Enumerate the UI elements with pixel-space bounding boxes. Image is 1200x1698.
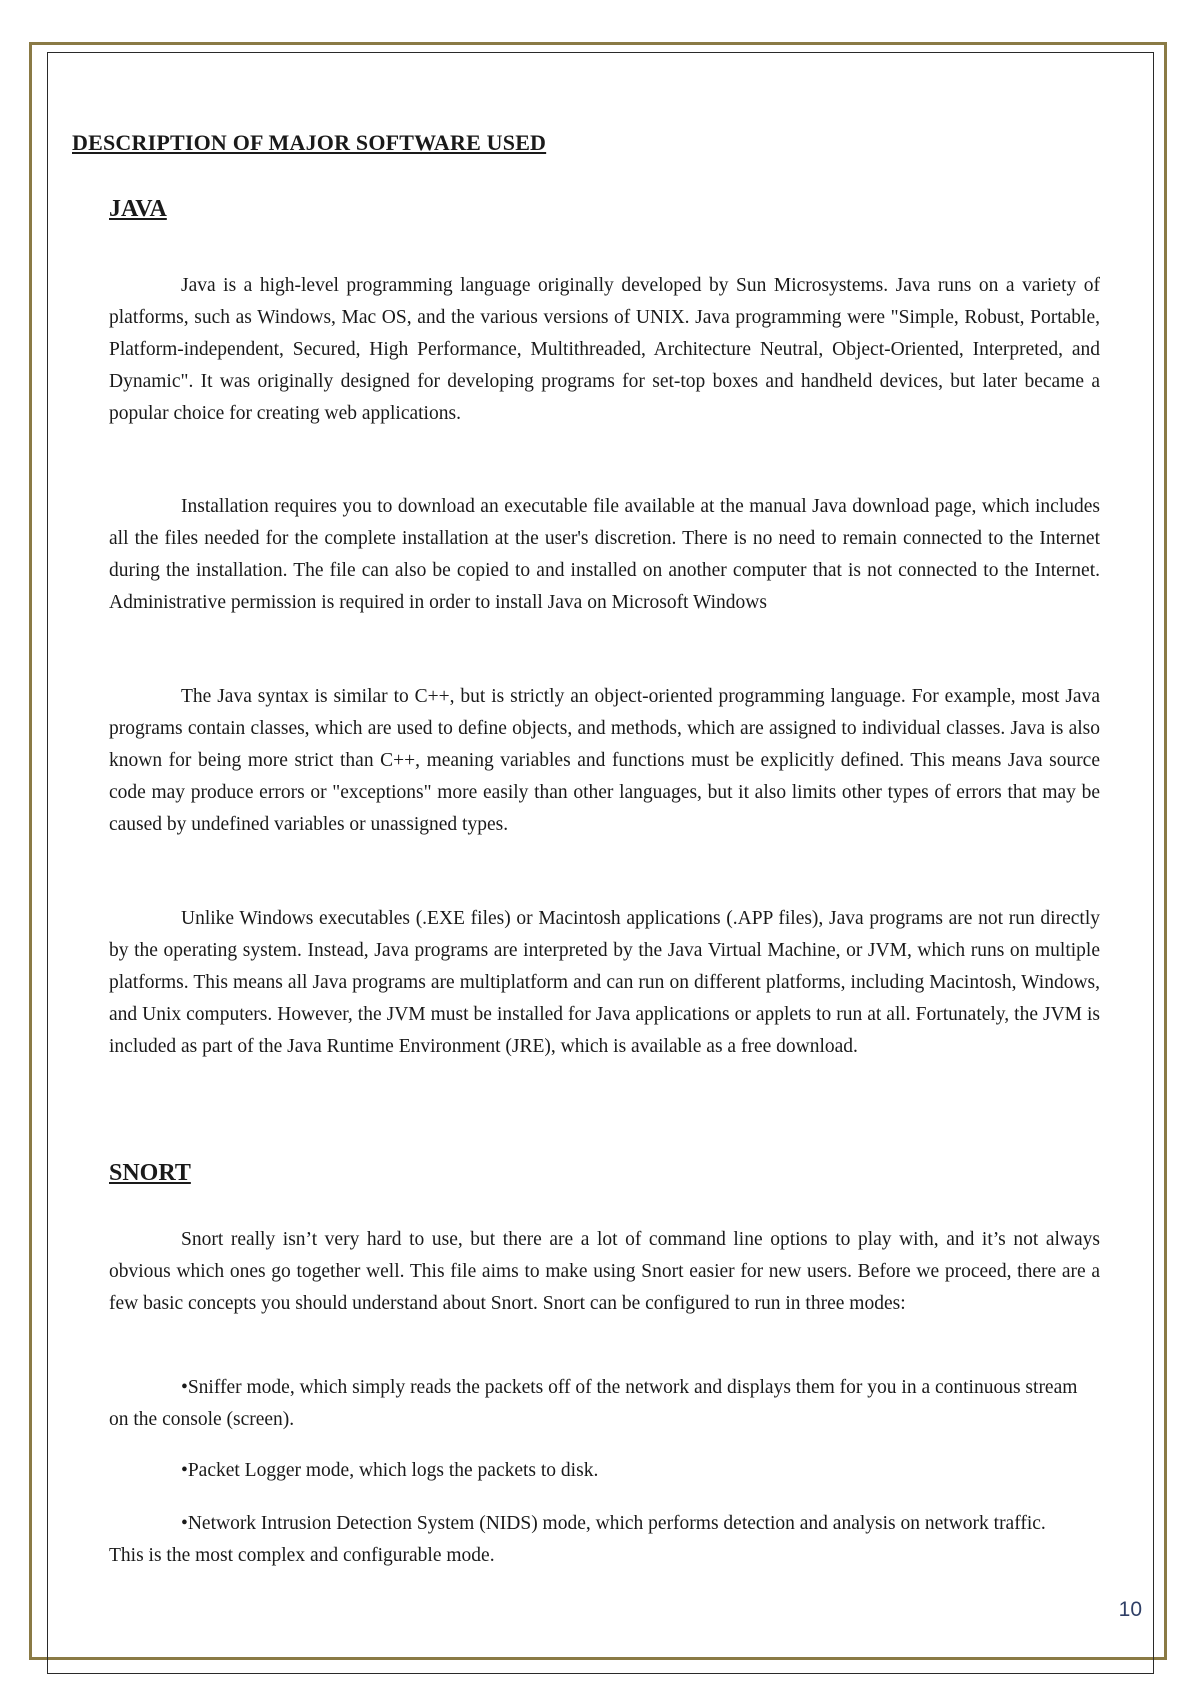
snort-mode-sniffer: •Sniffer mode, which simply reads the packets off of the network and displays them for you in a continuous stream on the console (screen). (109, 1377, 1078, 1430)
page-number: 10 (1118, 1598, 1142, 1621)
java-paragraph-4: Unlike Windows executables (.EXE files) or Macintosh applications (.APP files), Java programs are not run directly by the operating system. Instead, Java programs are interpreted by the Java Virtual Machine, or JVM, which runs on multiple platforms. This means all Java programs are multiplatform and can run on different platforms, including Macintosh, Windows, and Unix computers. However, the JVM must be installed for Java applications or applets to run at all. Fortunately, the JVM is included as part of the Java Runtime Environment (JRE), which is available as a free download. (109, 908, 1100, 1057)
snort-heading: SNORT (109, 1160, 191, 1186)
snort-mode-nids: •Network Intrusion Detection System (NIDS) mode, which performs detection and analysis on network traffic. This is the most complex and configurable mode. (109, 1513, 1046, 1566)
document-title: DESCRIPTION OF MAJOR SOFTWARE USED (72, 130, 547, 155)
java-paragraph-3: The Java syntax is similar to C++, but is strictly an object-oriented programming language. For example, most Java programs contain classes, which are used to define objects, and methods, which are assigned to individual classes. Java is also known for being more strict than C++, meaning variables and functions must be explicitly defined. This means Java source code may produce errors or "exceptions" more easily than other languages, but it also limits other types of errors that may be caused by undefined variables or unassigned types. (109, 686, 1100, 835)
snort-mode-packet-logger: •Packet Logger mode, which logs the packets to disk. (181, 1460, 599, 1481)
java-paragraph-2: Installation requires you to download an executable file available at the manual Java download page, which includes all the files needed for the complete installation at the user's discretion. There is no need to remain connected to the Internet during the installation. The file can also be copied to and installed on another computer that is not connected to the Internet. Administrative permission is required in order to install Java on Microsoft Windows (109, 496, 1100, 613)
snort-intro-paragraph: Snort really isn’t very hard to use, but there are a lot of command line options to play with, and it’s not always obvious which ones go together well. This file aims to make using Snort easier for new users. Before we proceed, there are a few basic concepts you should understand about Snort. Snort can be configured to run in three modes: (109, 1229, 1100, 1314)
java-paragraph-1: Java is a high-level programming language originally developed by Sun Microsystems. Java runs on a variety of platforms, such as Windows, Mac OS, and the various versions of UNIX. Java programming were "Simple, Robust, Portable, Platform-independent, Secured, High Performance, Multithreaded, Architecture Neutral, Object-Oriented, Interpreted, and Dynamic". It was originally designed for developing programs for set-top boxes and handheld devices, but later became a popular choice for creating web applications. (109, 275, 1100, 424)
java-heading: JAVA (109, 196, 167, 222)
